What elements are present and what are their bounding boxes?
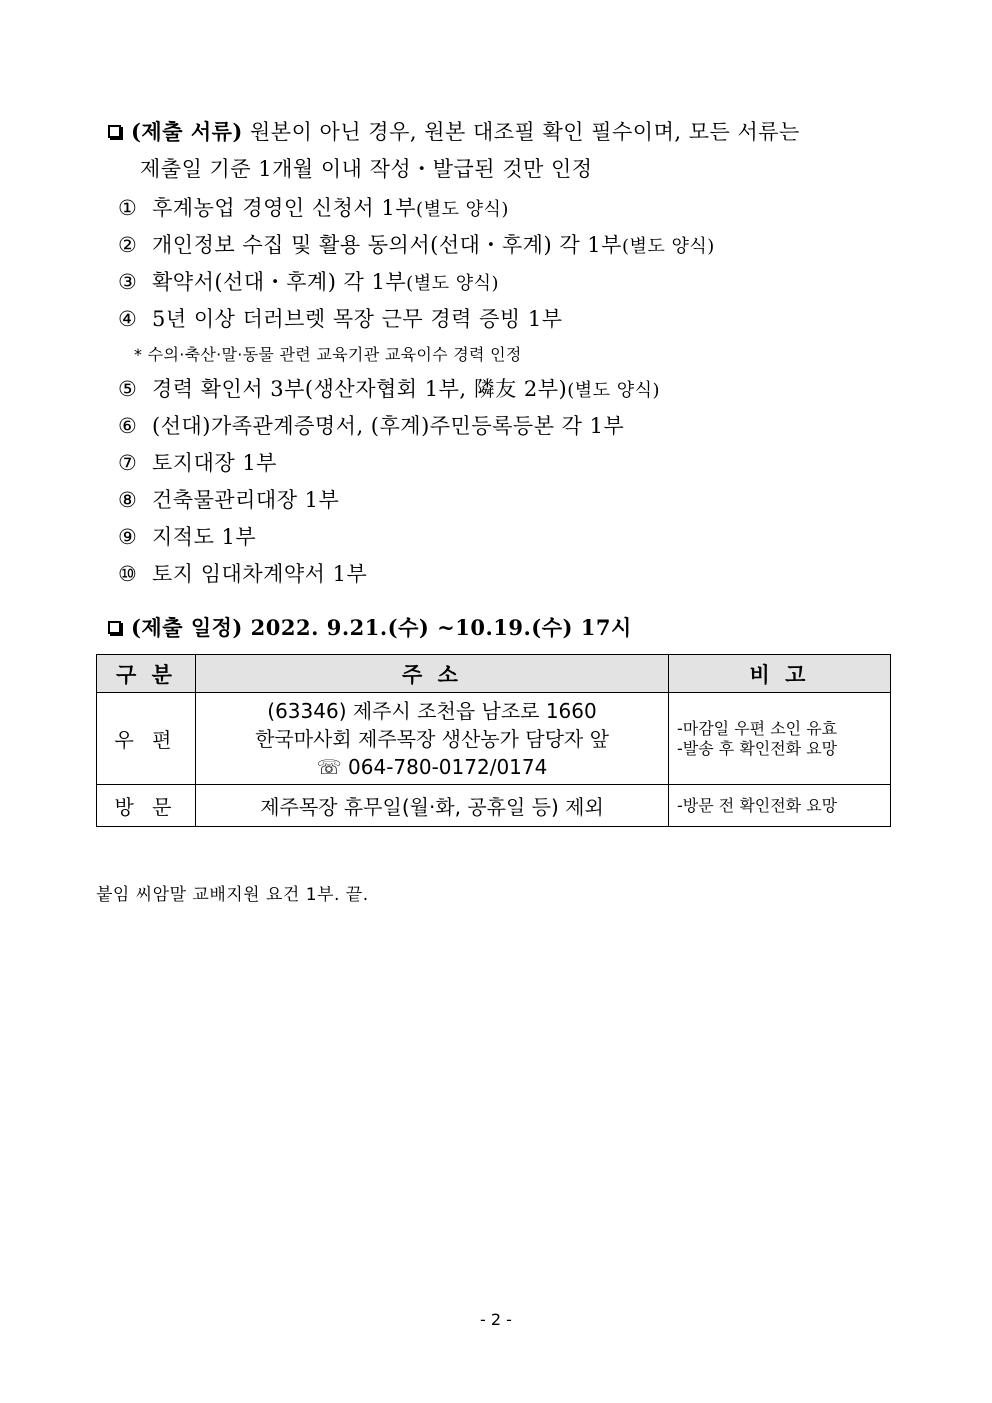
schedule-section-heading: [108, 612, 632, 642]
table-header-row: [97, 655, 891, 693]
row-remarks: -방문 전 확인전화 요망: [669, 785, 891, 827]
header-address: 주 소: [196, 655, 669, 693]
documents-section-text: 원본이 아닌 경우, 원본 대조필 확인 필수이며, 모든 서류는: [242, 120, 800, 144]
list-item: ⑩ 토지 임대차계약서 1부: [118, 562, 368, 586]
row-address: (63346) 제주시 조천읍 남조로 1660 한국마사회 제주목장 생산농가 담당자 앞 ☏ 064-780-0172/0174: [196, 693, 669, 785]
checkbox-square-icon: [108, 125, 121, 138]
item4-note: * 수의·축산·말·동물 관련 교육기관 교육이수 경력 인정: [134, 345, 522, 364]
list-item: ② 개인정보 수집 및 활용 동의서(선대・후계) 각 1부(별도 양식): [118, 233, 715, 257]
table-row: [97, 785, 891, 827]
table-row: [97, 693, 891, 785]
documents-section-heading: [108, 116, 800, 146]
page-number: - 2 -: [480, 1310, 512, 1329]
list-item: ⑦ 토지대장 1부: [118, 451, 277, 475]
schedule-section-text: 2022. 9.21.(수) ~10.19.(수) 17시: [242, 615, 632, 640]
row-address: 제주목장 휴무일(월·화, 공휴일 등) 제외: [196, 785, 669, 827]
schedule-section-label: (제출 일정): [131, 615, 243, 640]
list-item: ⑧ 건축물관리대장 1부: [118, 488, 340, 512]
list-item: ④ 5년 이상 더러브렛 목장 근무 경력 증빙 1부: [118, 307, 563, 331]
list-item: ⑨ 지적도 1부: [118, 525, 257, 549]
list-item: ⑥ (선대)가족관계증명서, (후계)주민등록등본 각 1부: [118, 414, 625, 438]
checkbox-square-icon: [108, 621, 121, 634]
documents-section-label: (제출 서류): [131, 119, 243, 144]
row-category: 우 편: [97, 693, 196, 785]
attachment-line: 붙임 씨암말 교배지원 요건 1부. 끝.: [96, 885, 369, 905]
list-item: ⑤ 경력 확인서 3부(생산자협회 1부, 隣友 2부)(별도 양식): [118, 377, 661, 401]
header-remarks: 비 고: [669, 655, 891, 693]
row-category: 방 문: [97, 785, 196, 827]
documents-section-continuation: 제출일 기준 1개월 이내 작성・발급된 것만 인정: [140, 157, 593, 181]
list-item: ③ 확약서(선대・후계) 각 1부(별도 양식): [118, 270, 499, 294]
list-item: ① 후계농업 경영인 신청서 1부(별도 양식): [118, 196, 509, 220]
submission-table: [96, 654, 891, 827]
header-category: 구 분: [97, 655, 196, 693]
row-remarks: -마감일 우편 소인 유효 -발송 후 확인전화 요망: [669, 693, 891, 785]
